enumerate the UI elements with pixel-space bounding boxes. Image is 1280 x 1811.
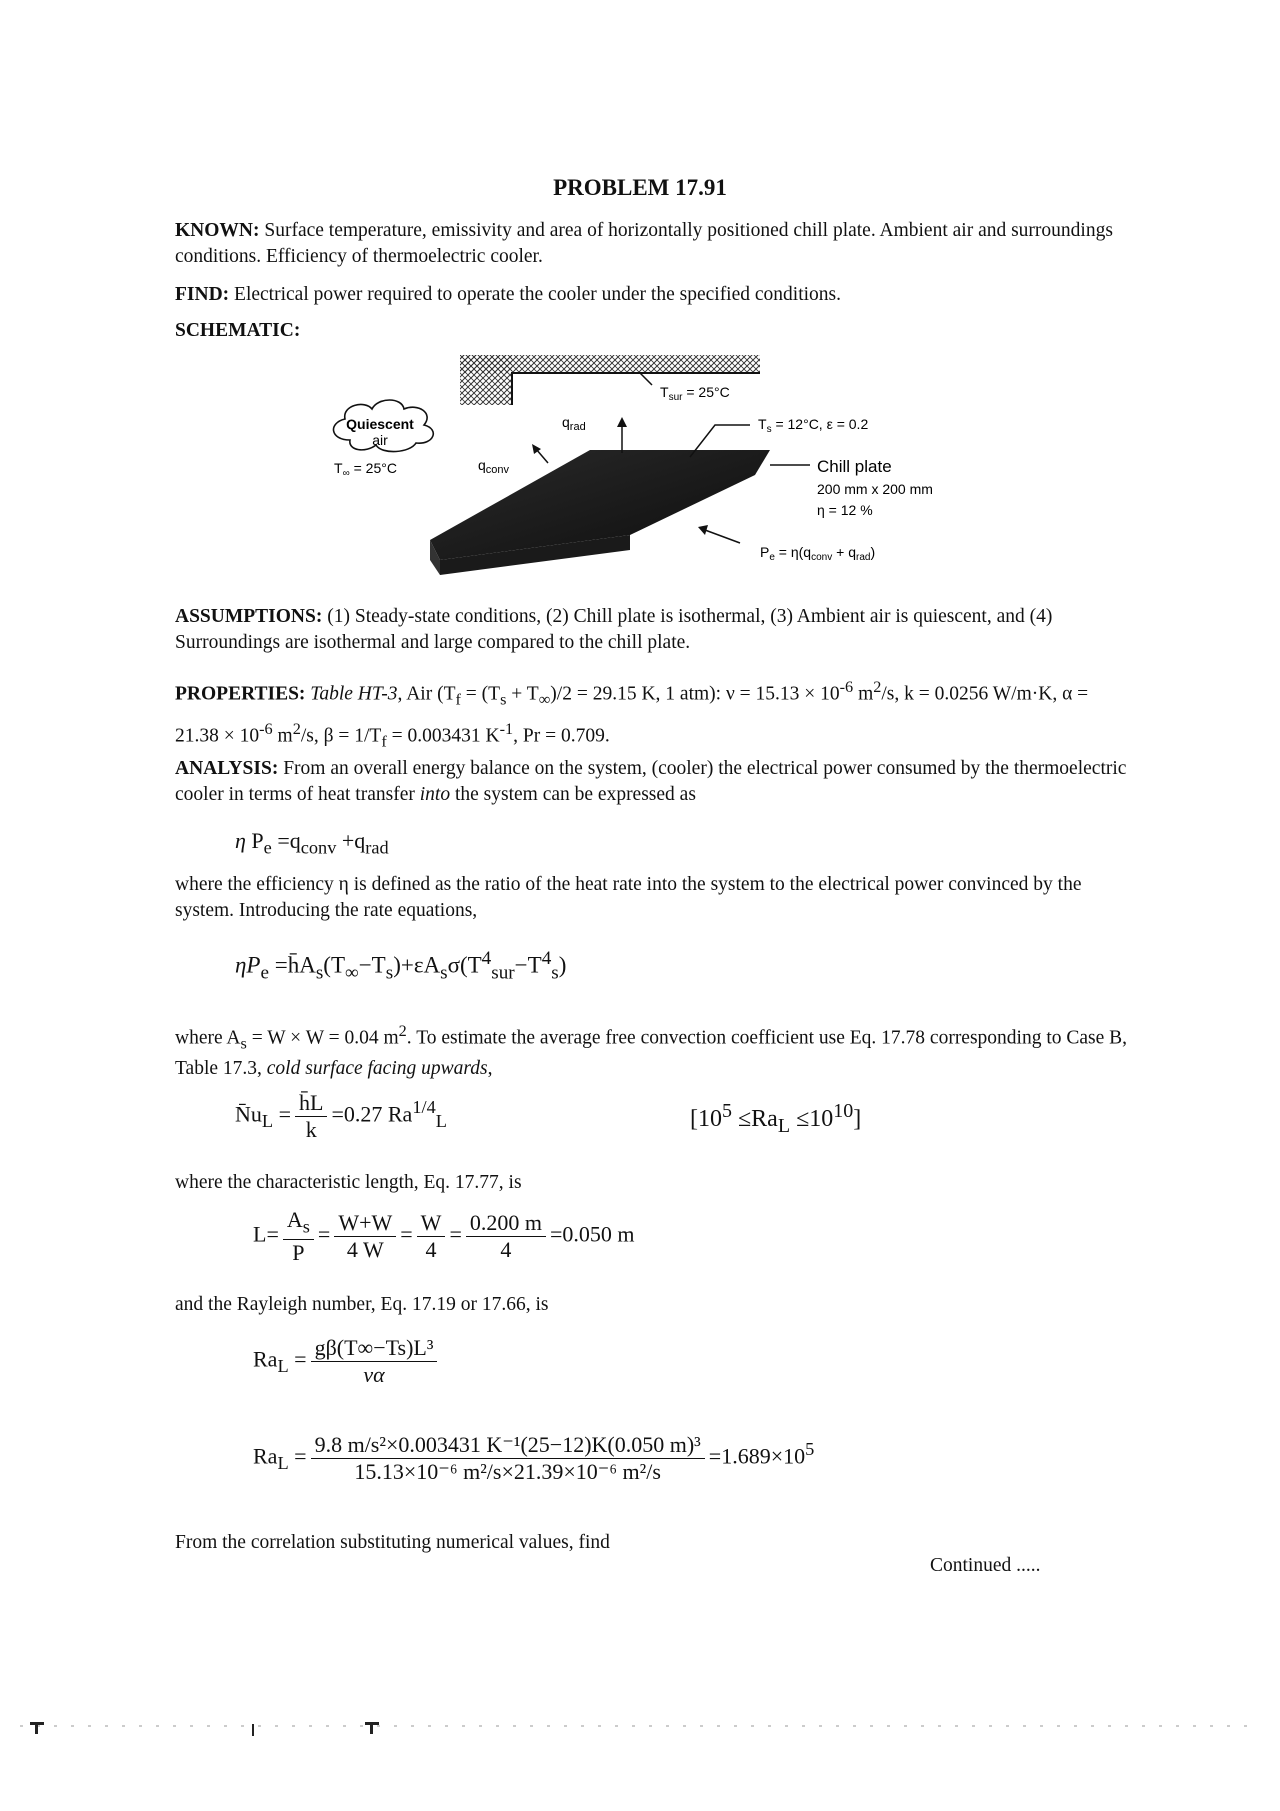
eq-symbol: +q xyxy=(341,828,366,853)
analysis-paragraph-2: where the efficiency η is defined as the ratio of the heat rate into the system to the electrical power convinced by the system. Introducing the rate equations, xyxy=(175,874,1082,921)
eq-sub: s xyxy=(302,1216,310,1237)
find-label: FIND: xyxy=(175,284,230,305)
equation-nusselt: $N̄u_L$ = $\frac{h̄L}{k}$ =0.27 $Ra^{1/4}_L$ xyxy=(235,1090,447,1142)
analysis-text-1b: the system can be expressed as xyxy=(450,784,696,805)
tsur-leader xyxy=(640,373,652,385)
eq-numerator: gβ(T∞−Ts)L³ xyxy=(311,1335,438,1362)
qrad-label: $q_{rad}$ xyxy=(562,414,586,433)
eq-sub: conv xyxy=(300,837,337,858)
eq-sub: s xyxy=(440,962,448,984)
eq-symbol: ] xyxy=(853,1106,862,1132)
equation-rate xyxy=(235,948,566,984)
chill-plate-dims: 200 mm x 200 mm xyxy=(817,481,933,497)
analysis-label: ANALYSIS: xyxy=(175,758,279,779)
prop-sub: ∞ xyxy=(538,690,551,709)
page-title: PROBLEM 17.91 xyxy=(553,175,727,200)
eq-sub: s xyxy=(551,962,559,984)
eq-numerator xyxy=(283,1207,314,1240)
eq-sub: ∞ xyxy=(345,962,359,984)
analysis-paragraph-6: From the correlation substituting numerical values, find xyxy=(175,1532,610,1553)
prop-sup: -6 xyxy=(259,720,273,739)
eq-sub: L xyxy=(777,1114,791,1137)
eq-sub: L xyxy=(435,1110,447,1131)
analysis-text: = W × W = 0.04 m xyxy=(246,1027,399,1049)
continued-note: Continued ..... xyxy=(930,1555,1041,1576)
prop-text: = (T xyxy=(460,683,501,705)
analysis-paragraph-3 xyxy=(175,1018,1135,1082)
eq-symbol: =q xyxy=(277,828,301,853)
eq-symbol: η xyxy=(235,828,246,853)
eq-denominator: 15.13×10⁻⁶ m²/s×21.39×10⁻⁶ m²/s xyxy=(354,1459,661,1484)
properties-table-ref: Table HT-3 xyxy=(310,683,398,705)
eq-denominator: 4 xyxy=(500,1237,512,1263)
efficiency-label: η = 12 % xyxy=(817,502,873,518)
eq-fraction xyxy=(311,1432,705,1485)
prop-sup: 2 xyxy=(873,678,882,696)
equation-length: L= $\frac{A_s}{P}$ = $\frac{W+W}{4 W}$ = $\frac{W}{4}$ = $\frac{0.200 m}{4}$ =0.050 m xyxy=(253,1207,635,1266)
cloud-label-1: Quiescent xyxy=(346,416,414,432)
schematic-figure xyxy=(300,345,1020,585)
analysis-paragraph-4: where the characteristic length, Eq. 17.77, is xyxy=(175,1172,522,1193)
eq-symbol: A xyxy=(286,1207,303,1232)
qconv-label: $q_{conv}$ xyxy=(478,457,510,476)
eq-sup: 10 xyxy=(833,1100,854,1122)
eq-symbol: P xyxy=(251,828,264,853)
prop-text: , Pr = 0.709. xyxy=(513,725,610,747)
eq-sub: s xyxy=(315,962,324,984)
eq-symbol: )+εA xyxy=(393,952,441,978)
eq-symbol: ) xyxy=(558,952,567,978)
eq-symbol: L= xyxy=(253,1221,279,1247)
known-text: Surface temperature, emissivity and area of horizontally positioned chill plate. Ambient air and surroundings conditions. Efficiency of thermoelectric cooler. xyxy=(175,220,1113,267)
prop-text: + T xyxy=(506,683,539,705)
analysis-text: , xyxy=(487,1058,493,1080)
properties-label: PROPERTIES: xyxy=(175,683,306,705)
eq-sup: 5 xyxy=(805,1439,815,1460)
eq-denominator: P xyxy=(292,1240,305,1266)
eq-sub: L xyxy=(277,1452,289,1473)
prop-sub: f xyxy=(381,732,387,751)
eq-symbol: ≤Ra xyxy=(732,1106,778,1132)
eq-fraction xyxy=(295,1090,327,1143)
prop-sup: 2 xyxy=(292,720,301,739)
pe-arrowhead xyxy=(698,525,708,535)
eq-sup: 5 xyxy=(722,1100,732,1122)
prop-text: = 0.003431 K xyxy=(386,725,500,747)
prop-text: m xyxy=(272,725,293,747)
analysis-emphasis: into xyxy=(419,784,451,805)
analysis-section xyxy=(175,756,1135,808)
eq-symbol: =0.27 Ra xyxy=(331,1101,413,1127)
eq-symbol: (T xyxy=(323,952,346,978)
prop-sub: s xyxy=(500,690,507,709)
prop-text: , Air (T xyxy=(397,683,456,705)
eq-symbol: Ra xyxy=(253,1443,278,1469)
properties-section xyxy=(175,672,1135,757)
analysis-paragraph-5: and the Rayleigh number, Eq. 17.19 or 17.66, is xyxy=(175,1294,549,1315)
eq-symbol: Ra xyxy=(253,1346,278,1372)
schematic-section xyxy=(175,318,1135,344)
eq-symbol: N̄u xyxy=(235,1101,262,1127)
eq-denominator: να xyxy=(363,1362,385,1387)
eq-symbol: [10 xyxy=(690,1106,722,1132)
pe-label: $P_e = \eta(q_{conv} + q_{rad})$ xyxy=(760,544,876,563)
prop-sub: f xyxy=(455,690,461,709)
analysis-text: where A xyxy=(175,1027,241,1049)
find-text: Electrical power required to operate the cooler under the specified conditions. xyxy=(234,284,842,305)
prop-text: /s, k = 0.0256 W/m·K, α = 21.38 × 10 xyxy=(175,683,1089,747)
eq-sub: e xyxy=(260,962,269,984)
assumptions-label: ASSUMPTIONS: xyxy=(175,606,323,627)
prop-text: /s, β = 1/T xyxy=(300,725,382,747)
assumptions-text: (1) Steady-state conditions, (2) Chill plate is isothermal, (3) Ambient air is quiescent, and (4) Surroundings are isothermal and large compared to the chill plate. xyxy=(175,606,1053,653)
eq-numerator: 0.200 m xyxy=(466,1210,546,1237)
eq-fraction xyxy=(334,1210,396,1263)
eq-sub: e xyxy=(263,837,272,858)
eq-symbol: −T xyxy=(514,952,542,978)
known-label: KNOWN: xyxy=(175,220,260,241)
eq-numerator: W+W xyxy=(334,1210,396,1237)
schematic-label: SCHEMATIC: xyxy=(175,320,301,341)
analysis-emphasis: cold surface facing upwards xyxy=(266,1058,488,1080)
eq-sub: sur xyxy=(491,962,515,984)
eq-fraction xyxy=(283,1207,314,1266)
eq-sub: rad xyxy=(365,837,389,858)
eq-sup: 1/4 xyxy=(412,1097,436,1118)
analysis-sub: s xyxy=(240,1034,247,1053)
find-section xyxy=(175,282,1135,308)
equation-rayleigh: $Ra_L$ = $\frac{\text{gβ(T∞−Ts)L³}}{\nu\alpha}$ xyxy=(253,1335,441,1388)
analysis-text: . To estimate the average free convection coefficient use Eq. 17.78 corresponding to Case B, Table 17.3, xyxy=(175,1027,1128,1080)
equation-range xyxy=(690,1100,861,1138)
eq-symbol: −T xyxy=(358,952,386,978)
eq-sup: 4 xyxy=(481,948,492,969)
scan-artifact-line xyxy=(20,1718,1250,1738)
eq-denominator: k xyxy=(305,1117,317,1142)
eq-sub: s xyxy=(385,962,394,984)
chill-plate-label: Chill plate xyxy=(817,457,892,476)
analysis-sup: 2 xyxy=(398,1022,407,1040)
ts-label: $T_s = 12^\circ C$, ε = 0.2 xyxy=(758,416,869,435)
prop-sup: -1 xyxy=(499,720,514,739)
equation-rayleigh-numeric: $Ra_L$ = $\frac{\text{9.8 m/s²×0.003431 K⁻¹(25−12)K(0.050 m)³}}{\text{15.13×10⁻⁶ m²/s×21.39×10⁻⁶ m²/s}}$ $=1.689\times 10^5$ xyxy=(253,1432,815,1484)
prop-sup: -6 xyxy=(839,678,854,696)
eq-symbol: ηP xyxy=(235,952,261,978)
eq-fraction xyxy=(466,1210,546,1263)
known-section xyxy=(175,218,1135,270)
tinf-label: $T_\infty = 25^\circ C$ xyxy=(334,460,397,479)
eq-numerator: 9.8 m/s²×0.003431 K⁻¹(25−12)K(0.050 m)³ xyxy=(311,1432,705,1459)
eq-symbol: σ(T xyxy=(447,952,482,978)
eq-denominator: 4 W xyxy=(346,1237,384,1263)
eq-symbol: =0.050 m xyxy=(549,1221,635,1247)
assumptions-section xyxy=(175,604,1135,656)
eq-numerator: W xyxy=(417,1210,446,1237)
prop-text: m xyxy=(853,683,874,705)
eq-sup: 4 xyxy=(541,948,552,969)
eq-fraction xyxy=(417,1210,446,1263)
pe-arrow xyxy=(705,530,740,543)
eq-sub: L xyxy=(277,1355,289,1376)
eq-symbol: =1.689×10 xyxy=(708,1443,806,1469)
tsur-label: $T_{sur} = 25^\circ C$ xyxy=(660,384,730,403)
equation-energy-balance xyxy=(235,828,389,858)
eq-denominator: 4 xyxy=(425,1237,437,1263)
qrad-arrowhead xyxy=(617,417,627,427)
eq-numerator: h̄L xyxy=(295,1090,327,1117)
eq-symbol: ≤10 xyxy=(790,1106,834,1132)
cloud-label-2: air xyxy=(372,432,388,448)
eq-sub: L xyxy=(261,1110,274,1131)
analysis-text-1: From an overall energy balance on the system, (cooler) the electrical power consumed by the thermoelectric cooler in terms of heat transfer xyxy=(175,758,1127,805)
prop-text: )/2 = 29.15 K, 1 atm): ν = 15.13 × 10 xyxy=(550,683,840,705)
eq-fraction xyxy=(311,1335,438,1388)
eq-symbol: =h̄A xyxy=(274,952,316,978)
